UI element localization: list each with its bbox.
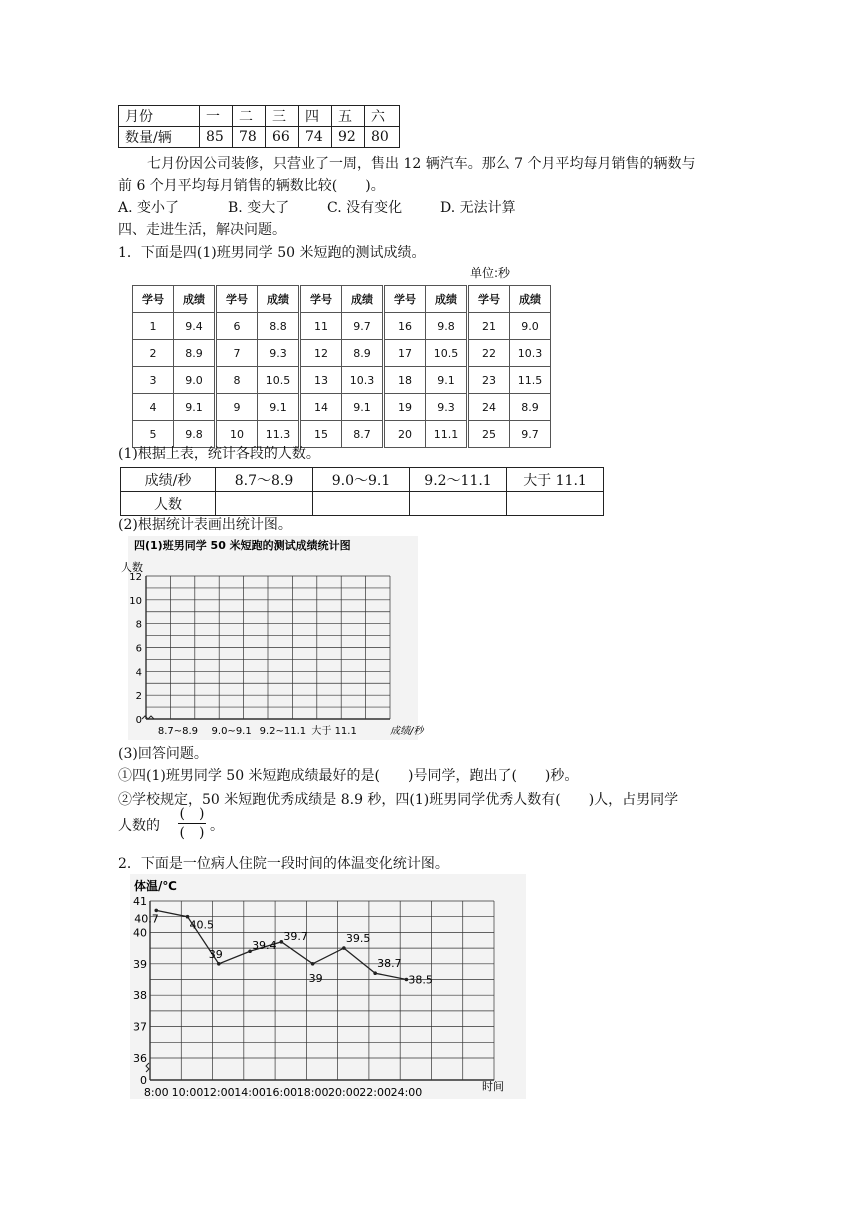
y-tick-label: 8: [135, 619, 142, 631]
y-tick-label: 2: [135, 691, 142, 703]
table-cell: 15: [300, 421, 342, 448]
table-header: 学号: [216, 286, 258, 313]
data-point: [217, 962, 221, 966]
table-header: 学号: [468, 286, 510, 313]
y-tick-label: 0: [135, 715, 142, 726]
option-b: B. 变大了: [228, 200, 290, 216]
table-cell: 9.8: [426, 313, 468, 340]
sales-table: [118, 105, 400, 148]
x-tick-label: 16:00: [265, 1086, 298, 1099]
fraction-numerator: ( ): [179, 806, 205, 822]
table-cell: 三: [266, 106, 299, 127]
y-tick-label: 39: [133, 957, 147, 971]
table-row: [121, 492, 604, 516]
x-tick-label: 14:00: [234, 1086, 266, 1099]
table-header: 成绩/秒: [121, 468, 216, 492]
table-header: 成绩: [258, 286, 300, 313]
table-cell: 74: [299, 127, 332, 148]
question-text: 七月份因公司装修，只营业了一周，售出 12 辆汽车。那么 7 个月平均每月销售的辆数与: [147, 156, 696, 172]
table-header: 学号: [133, 286, 174, 313]
table-cell: 13: [300, 367, 342, 394]
score-bar-chart: [118, 536, 438, 740]
table-cell: 10.3: [510, 340, 551, 367]
table-header: 学号: [300, 286, 342, 313]
table-cell: 11.3: [258, 421, 300, 448]
y-tick-label: 12: [129, 572, 142, 583]
table-cell: 24: [468, 394, 510, 421]
option-d: D. 无法计算: [440, 200, 516, 216]
table-row: [121, 468, 604, 492]
table-cell: 8.7: [342, 421, 384, 448]
table-cell: 17: [384, 340, 426, 367]
count-table: [120, 467, 604, 516]
table-cell: 10.3: [342, 367, 384, 394]
table-cell: 20: [384, 421, 426, 448]
table-cell: 人数: [121, 492, 216, 516]
table-cell: 3: [133, 367, 174, 394]
data-label: 40.5: [189, 918, 215, 932]
sub-question: (2)根据统计表画出统计图。: [118, 517, 292, 533]
table-row: [133, 286, 551, 313]
data-label: 39.7: [283, 929, 308, 943]
table-row: [133, 367, 551, 394]
table-cell: 11.1: [426, 421, 468, 448]
table-cell: 二: [233, 106, 266, 127]
table-cell: 92: [332, 127, 365, 148]
table-cell: 9.0: [174, 367, 216, 394]
table-cell: 11.5: [510, 367, 551, 394]
sub-question: (1)根据上表，统计各段的人数。: [118, 446, 320, 462]
chart-title: 四(1)班男同学 50 米短跑的测试成绩统计图: [134, 539, 351, 552]
table-cell: 10: [216, 421, 258, 448]
table-cell: 85: [200, 127, 233, 148]
y-tick-label: 10: [129, 595, 142, 607]
data-label: 38.5: [408, 973, 433, 987]
table-cell: 9.7: [342, 313, 384, 340]
question-title: 2．下面是一位病人住院一段时间的体温变化统计图。: [118, 856, 449, 872]
y-axis-label: 体温/℃: [134, 879, 177, 893]
data-point: [373, 971, 377, 975]
table-cell: 10.5: [258, 367, 300, 394]
x-tick-label: 18:00: [296, 1086, 329, 1099]
x-axis-label: 时间: [482, 1080, 504, 1093]
fraction-denominator: ( ): [179, 825, 205, 841]
table-cell: 五: [332, 106, 365, 127]
x-tick-label: 22:00: [359, 1086, 392, 1099]
data-label: 39: [308, 971, 323, 985]
table-cell: 2: [133, 340, 174, 367]
table-cell: 19: [384, 394, 426, 421]
table-cell: 12: [300, 340, 342, 367]
table-cell: 8.8: [258, 313, 300, 340]
table-cell: 7: [216, 340, 258, 367]
question-text: 前 6 个月平均每月销售的辆数比较( )。: [118, 178, 385, 194]
y-tick-label: 38: [133, 989, 147, 1003]
table-cell: 六: [365, 106, 400, 127]
table-row: [133, 394, 551, 421]
table-cell: 8.9: [510, 394, 551, 421]
y-tick-label: 41: [133, 895, 147, 908]
x-tick-label: 大于 11.1: [311, 726, 357, 737]
option-a: A. 变小了: [118, 200, 180, 216]
question-text: ②学校规定，50 米短跑优秀成绩是 8.9 秒，四(1)班男同学优秀人数有( )人，占男同学: [118, 792, 679, 808]
answer-cell[interactable]: [507, 492, 604, 516]
table-cell: 9: [216, 394, 258, 421]
temperature-line-chart: [118, 874, 528, 1099]
blank-fraction: [176, 806, 208, 841]
answer-cell[interactable]: [313, 492, 410, 516]
table-header: 9.2～11.1: [410, 468, 507, 492]
y-tick-label: 4: [135, 667, 142, 679]
table-cell: 数量/辆: [119, 127, 200, 148]
x-tick-label: 10:00: [171, 1086, 204, 1099]
table-cell: 16: [384, 313, 426, 340]
answer-cell[interactable]: [216, 492, 313, 516]
table-header: 成绩: [510, 286, 551, 313]
table-cell: 9.3: [426, 394, 468, 421]
table-cell: 8: [216, 367, 258, 394]
table-cell: 22: [468, 340, 510, 367]
x-tick-label: 9.0~9.1: [211, 726, 252, 737]
table-cell: 78: [233, 127, 266, 148]
question-text: 。: [210, 818, 224, 834]
data-label: 40.7: [134, 912, 159, 926]
table-header: 学号: [384, 286, 426, 313]
table-header: 成绩: [174, 286, 216, 313]
option-c: C. 没有变化: [327, 200, 403, 216]
x-tick-label: 24:00: [390, 1086, 423, 1099]
question-title: 1．下面是四(1)班男同学 50 米短跑的测试成绩。: [118, 245, 426, 261]
answer-cell[interactable]: [410, 492, 507, 516]
table-cell: 9.1: [174, 394, 216, 421]
table-cell: 9.8: [174, 421, 216, 448]
table-cell: 9.1: [426, 367, 468, 394]
table-cell: 8.9: [174, 340, 216, 367]
table-cell: 11: [300, 313, 342, 340]
table-cell: 18: [384, 367, 426, 394]
table-row: [133, 340, 551, 367]
x-axis-ticks: [144, 1086, 422, 1099]
table-cell: 1: [133, 313, 174, 340]
y-tick-label: 0: [140, 1074, 147, 1087]
x-axis-label: 成绩/秒: [390, 726, 424, 737]
x-tick-label: 8.7~8.9: [157, 726, 199, 737]
table-cell: 9.7: [510, 421, 551, 448]
y-tick-label: 40: [133, 926, 147, 940]
unit-label: 单位:秒: [470, 266, 511, 280]
table-cell: 25: [468, 421, 510, 448]
table-cell: 9.4: [174, 313, 216, 340]
table-cell: 一: [200, 106, 233, 127]
scores-table: [132, 285, 551, 448]
table-cell: 5: [133, 421, 174, 448]
table-cell: 23: [468, 367, 510, 394]
table-cell: 9.1: [342, 394, 384, 421]
y-tick-label: 36: [133, 1052, 147, 1065]
table-cell: 6: [216, 313, 258, 340]
table-cell: 9.1: [258, 394, 300, 421]
data-label: 39.4: [252, 939, 277, 953]
data-label: 39.5: [345, 932, 371, 946]
table-cell: 4: [133, 394, 174, 421]
table-cell: 9.3: [258, 340, 300, 367]
table-row: [119, 127, 400, 148]
data-label: 39: [208, 947, 223, 961]
data-label: 38.7: [377, 957, 402, 971]
table-header: 8.7～8.9: [216, 468, 313, 492]
table-row: [133, 313, 551, 340]
data-point: [311, 962, 315, 966]
x-tick-label: 12:00: [202, 1086, 235, 1099]
table-cell: 月份: [119, 106, 200, 127]
table-cell: 四: [299, 106, 332, 127]
table-header: 大于 11.1: [507, 468, 604, 492]
table-cell: 21: [468, 313, 510, 340]
table-cell: 14: [300, 394, 342, 421]
section-heading: 四、走进生活，解决问题。: [118, 222, 286, 238]
x-tick-label: 20:00: [328, 1086, 360, 1099]
y-axis-label: 人数: [121, 561, 143, 574]
table-cell: 66: [266, 127, 299, 148]
table-cell: 10.5: [426, 340, 468, 367]
table-cell: 8.9: [342, 340, 384, 367]
table-header: 成绩: [342, 286, 384, 313]
data-point: [342, 946, 346, 950]
x-tick-label: 9.2~11.1: [259, 726, 307, 737]
x-tick-label: 8:00: [143, 1086, 169, 1099]
table-row: [119, 106, 400, 127]
table-cell: 9.0: [510, 313, 551, 340]
question-text: 人数的: [118, 818, 160, 834]
table-cell: 80: [365, 127, 400, 148]
y-tick-label: 6: [135, 643, 142, 655]
y-tick-label: 37: [133, 1020, 147, 1034]
table-header: 9.0～9.1: [313, 468, 410, 492]
question-text: ①四(1)班男同学 50 米短跑成绩最好的是( )号同学，跑出了( )秒。: [118, 768, 579, 784]
table-header: 成绩: [426, 286, 468, 313]
sub-question: (3)回答问题。: [118, 746, 208, 762]
